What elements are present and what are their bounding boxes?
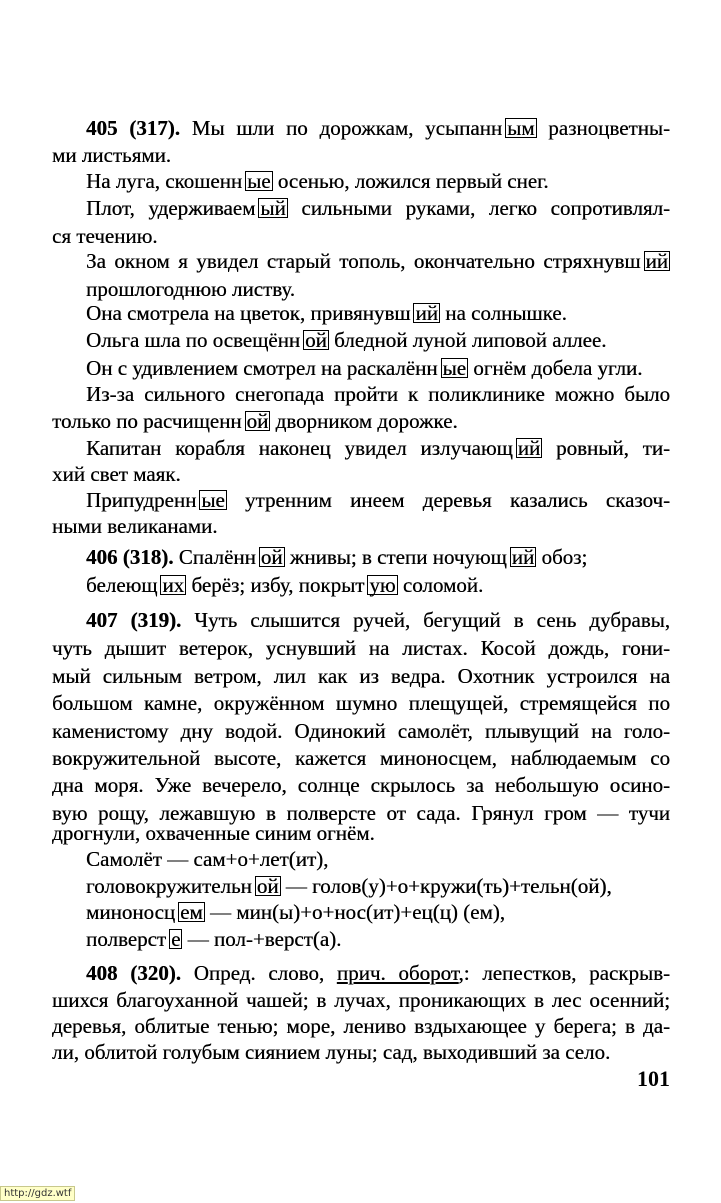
text-segment: сильными руками, легко сопротивлял- (287, 196, 671, 220)
text-segment: чуть дышит ветерок, уснувший на листах. Косой дождь, гони- (52, 636, 670, 660)
word-ending-box: ые (442, 356, 466, 380)
text-line (52, 634, 670, 662)
exercise-number: 406 (318). (86, 545, 174, 569)
word-ending-box: ий (517, 436, 541, 460)
text-line (86, 845, 670, 873)
word-ending-box: е (171, 927, 181, 951)
page-number: 101 (637, 1066, 670, 1091)
text-line (86, 299, 670, 327)
text-segment: — мин(ы)+о+нос(ит)+ец(ц) (ем), (204, 900, 505, 924)
text-segment: Мы шли по дорожкам, усыпанн (180, 116, 503, 140)
text-segment: ровный, ти- (542, 436, 670, 460)
text-line (52, 819, 670, 847)
word-ending-box: ий (511, 545, 535, 569)
text-line (86, 194, 670, 222)
text-line (86, 354, 670, 382)
exercise-number: 407 (319). (86, 608, 182, 632)
text-segment: Он с удивлением смотрел на раскалённ (86, 356, 438, 380)
text-segment: Ольга шла по освещённ (86, 328, 301, 352)
text-segment: Опред. слово, (180, 961, 337, 985)
text-line (86, 872, 670, 900)
text-line (86, 167, 670, 195)
word-ending-box: ий (645, 249, 668, 273)
text-segment: осенью, ложился первый снег. (272, 169, 549, 193)
text-line (86, 959, 670, 987)
text-segment: соломой. (397, 573, 484, 597)
text-line (52, 744, 670, 772)
text-segment: — голов(у)+о+кружи(ть)+тельн(ой), (280, 874, 612, 898)
text-segment: утренним инеем деревья казались сказоч- (226, 488, 670, 512)
exercise-number: 405 (317). (86, 116, 180, 140)
text-segment: миноносц (86, 900, 176, 924)
word-ending-box: ой (256, 874, 279, 898)
text-segment: ,: лепестков, раскрыв- (458, 961, 670, 985)
text-segment: Припудренн (86, 488, 197, 512)
text-line (52, 407, 670, 435)
text-line (86, 486, 670, 514)
text-line (86, 606, 670, 634)
text-segment: Плот, удерживаем (86, 196, 256, 220)
text-line (86, 380, 670, 408)
text-segment: берёз; избу, покрыт (186, 573, 365, 597)
text-segment: деревья, облитые тенью; море, лениво вздыхающее у берега; в да- (52, 1014, 670, 1038)
text-line (52, 662, 670, 690)
word-ending-box: ым (507, 116, 535, 140)
text-segment: Она смотрела на цветок, привянувш (86, 301, 411, 325)
text-segment: дна моря. Уже вечерело, солнце скрылось за небольшую осино- (52, 773, 670, 797)
text-segment: большом камне, окружённом шумно плещущей, стремящейся по (52, 691, 670, 715)
word-ending-box: ой (246, 409, 269, 433)
text-segment: полверст (86, 927, 167, 951)
text-line (52, 986, 670, 1014)
text-line (52, 1012, 670, 1040)
exercise-number: 408 (320). (86, 961, 181, 985)
text-segment: вокружительной высоте, кажется миноносцем, наблюдаемым со (52, 746, 670, 770)
text-line (86, 898, 670, 926)
text-line (52, 1038, 670, 1066)
text-segment: белеющ (86, 573, 158, 597)
text-line (52, 141, 670, 169)
text-segment: Самолёт — сам+о+лет(ит), (86, 847, 329, 871)
text-segment: бледной луной липовой аллее. (328, 328, 607, 352)
source-link[interactable]: http://gdz.wtf (0, 1186, 75, 1201)
text-segment: каменистому дну водой. Одинокий самолёт, плывущий на голо- (52, 719, 670, 743)
text-line (52, 689, 670, 717)
word-ending-box: ий (415, 301, 438, 325)
text-segment: дворником дорожке. (270, 409, 458, 433)
text-segment: Капитан корабля наконец увидел излучающ (86, 436, 513, 460)
text-line (86, 925, 670, 953)
text-segment: ли, облитой голубым сиянием луны; сад, выходивший за село. (52, 1040, 611, 1064)
text-line (52, 512, 670, 540)
text-line (52, 717, 670, 745)
text-segment: мый сильным ветром, лил как из ведра. Охотник устроился на (52, 664, 670, 688)
text-segment: только по расчищенн (52, 409, 242, 433)
word-ending-box: ый (260, 196, 286, 220)
text-segment: дрогнули, охваченные синим огнём. (52, 821, 375, 845)
text-segment: хий свет маяк. (52, 462, 181, 486)
text-segment: вую рощу, лежавшую в полверсте от сада. Грянул гром — тучи (52, 801, 670, 825)
word-ending-box: ой (260, 545, 283, 569)
underlined-phrase: прич. оборот (336, 961, 459, 985)
word-ending-box: ем (180, 900, 203, 924)
text-line (86, 247, 670, 275)
text-segment: — пол-+верст(а). (182, 927, 342, 951)
word-ending-box: ой (305, 328, 327, 352)
text-line (52, 771, 670, 799)
text-line (86, 571, 670, 599)
text-segment: разноцветны- (536, 116, 670, 140)
text-line (86, 543, 670, 571)
text-segment: обоз; (536, 545, 588, 569)
text-segment: Спалённ (173, 545, 256, 569)
text-line (52, 222, 670, 250)
word-ending-box: ую (369, 573, 396, 597)
text-segment: на солнышке. (439, 301, 567, 325)
text-line (52, 460, 670, 488)
text-segment: жнивы; в степи ночующ (284, 545, 507, 569)
word-ending-box: ые (201, 488, 225, 512)
text-segment: ся течению. (52, 224, 158, 248)
text-segment: Из-за сильного снегопада пройти к поликлинике можно было (86, 382, 670, 406)
text-line (86, 326, 670, 354)
text-segment: огнём добела угли. (467, 356, 643, 380)
word-ending-box: их (162, 573, 185, 597)
text-segment: головокружительн (86, 874, 252, 898)
word-ending-box: ые (247, 169, 271, 193)
text-segment: За окном я увидел старый тополь, окончательно стряхнувш (86, 249, 641, 273)
text-line (86, 114, 670, 142)
text-segment: ными великанами. (52, 514, 218, 538)
text-segment: прошлогоднюю листву. (86, 277, 295, 301)
text-segment: ми листьями. (52, 143, 172, 167)
text-segment: Чуть слышится ручей, бегущий в сень дубравы, (181, 608, 670, 632)
text-segment: шихся благоуханной чашей; в лучах, проникающих в лес осенний; (52, 988, 670, 1012)
text-line (86, 434, 670, 462)
text-segment: На луга, скошенн (86, 169, 243, 193)
